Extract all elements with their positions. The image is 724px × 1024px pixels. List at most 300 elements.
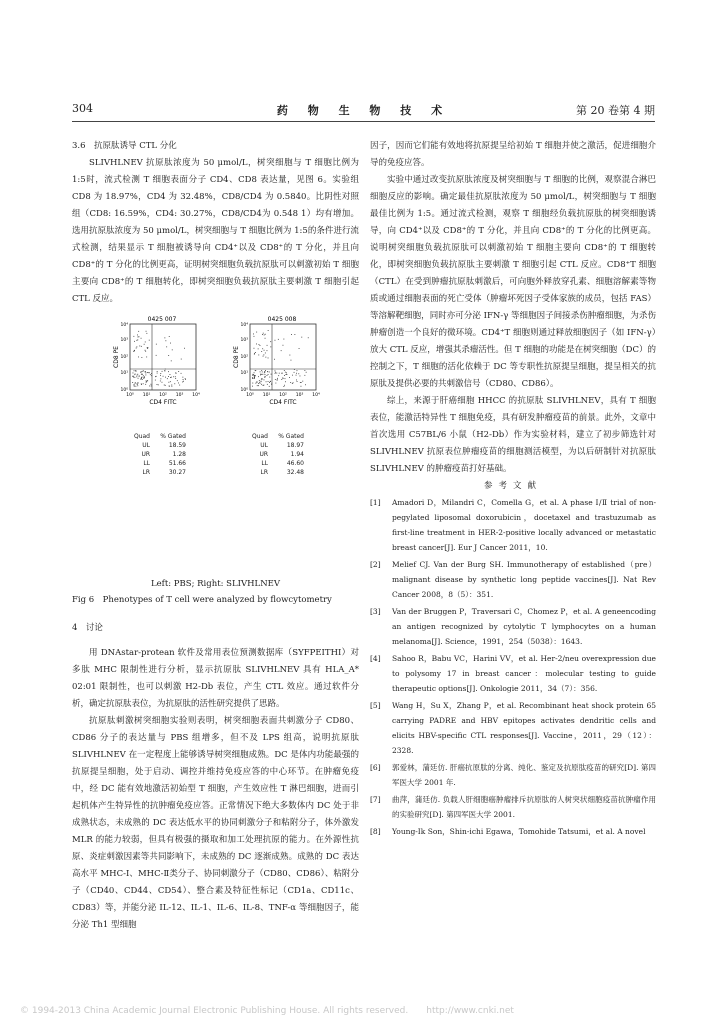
event-dot [269,382,270,383]
event-dot [259,380,260,381]
event-dot [170,374,171,375]
reference-text: Van der Bruggen P，Traversari C，Chomez P，et al. A geneencoding an antigen recognized by cytolytic T lymphocytes on a human melanoma[J]. Science，1991，254（5038）：1643. [392,607,656,646]
event-dot [133,373,134,374]
event-dot [292,383,293,384]
x-tick-2: 10² [159,393,167,398]
x-axis-label: CD4 FITC [269,399,297,406]
event-dot [163,376,164,377]
event-dot [165,377,166,378]
event-dot [260,375,261,376]
event-dot [292,375,293,376]
y-axis-label: CD8 PE [113,346,120,368]
event-dot [252,374,253,375]
event-dot [270,381,271,382]
gated-table-slivhlnev [238,432,304,477]
event-dot [278,375,279,376]
event-dot [175,378,176,379]
y-tick-4: 10⁴ [240,323,248,328]
flow-plot-pbs [112,314,202,406]
event-dot [271,383,272,384]
event-dot [306,372,307,373]
event-dot [133,377,134,378]
event-dot [260,383,261,384]
event-dot [298,373,299,374]
event-dot [265,374,266,375]
event-dot [142,371,143,372]
event-dot [157,371,158,372]
event-dot [136,376,137,377]
flow-plot-slivhlnev [232,314,322,406]
event-dot [146,331,147,332]
event-dot [278,339,279,340]
gated-header: % Gated [160,433,186,440]
quad-cell: UR [141,451,150,458]
figure-caption: Fig 6 Phenotypes of T cell were analyzed by flowcytometry [72,595,332,605]
event-dot [254,336,255,337]
event-dot [254,348,255,349]
event-dot [134,370,135,371]
event-dot [170,343,171,344]
event-dot [140,372,141,373]
event-dot [182,382,183,383]
x-tick-4: 10⁴ [312,393,320,398]
reference-item [370,760,656,790]
event-dot [270,346,271,347]
event-dot [261,370,262,371]
event-dot [265,334,266,335]
event-dot [281,350,282,351]
event-dot [167,378,168,379]
event-dot [263,354,264,355]
event-dot [146,380,147,381]
event-dot [286,374,287,375]
event-dot [265,338,266,339]
event-dot [259,344,260,345]
event-dot [160,375,161,376]
event-dot [260,374,261,375]
event-dot [168,355,169,356]
right-column [370,138,656,841]
event-dot [255,352,256,353]
event-dot [149,372,150,373]
event-dot [176,373,177,374]
event-dot [275,372,276,373]
quad-cell: UL [260,442,268,449]
event-dot [263,356,264,357]
event-dot [275,340,276,341]
reference-text: 曲萍，蒲廷仿. 负载人肝细胞癌肿瘤排斥抗原肽的人树突状细胞疫苗抗肿瘤作用的实验研究[D]. 第四军医大学 2001. [392,795,656,819]
event-dot [254,353,255,354]
event-dot [253,374,254,375]
event-dot [254,354,255,355]
y-tick-2: 10² [120,355,128,360]
scatter-events [132,331,186,387]
event-dot [137,335,138,336]
running-header [72,100,655,118]
event-dot [141,346,142,347]
event-dot [267,384,268,385]
reference-item [370,651,656,696]
event-dot [289,377,290,378]
event-dot [182,377,183,378]
discussion-paragraph-3: 实验中通过改变抗原肽浓度及树突细胞与 T 细胞的比例，观察混合淋巴细胞反应的影响。确定最佳抗原肽浓度为 50 μmol/L，树突细胞与 T 细胞最佳比例为 1:5。通过流式检测，观察 T 细胞经负载抗原肽的树突细胞诱导，向 CD4⁺以及 CD8⁺的 T 分化，并且向 CD8⁺的 T 分化的比例更高。说明树突细胞负载抗原肽可以刺激初始 T 细胞主要向 CD8⁺的 T 细胞转化，即树突细胞负载抗原肽主要刺激 T 细胞引起 CTL 反应。CD8⁺T 细胞（CTL）在受到肿瘤抗原肽刺激后，可向胞外释放穿孔素、细胞溶解素等物质或通过细胞表面的死亡受体（肿瘤坏死因子受体家族的成员，包括 FAS）等溶解靶细胞，同时亦可分泌 IFN-γ 等细胞因子间接杀伤肿瘤细胞，为杀伤肿瘤创造一个良好的微环境。CD4⁺T 细胞则通过释放细胞因子（如 IFN-γ）放大 CTL 反应，增强其杀瘤活性。但 T 细胞的功能是在树突细胞（DC）的控制之下，T 细胞的活化依赖于 DC 等专职性抗原提呈细胞，提呈相关的抗原肽及提供必要的共刺激信号（CD80、CD86）。 [370,175,656,389]
event-dot [266,381,267,382]
event-dot [139,336,140,337]
event-dot [279,373,280,374]
event-dot [300,382,301,383]
event-dot [139,376,140,377]
event-dot [135,370,136,371]
event-dot [301,337,302,338]
event-dot [179,385,180,386]
event-dot [169,336,170,337]
event-dot [296,375,297,376]
event-dot [137,374,138,375]
event-dot [252,377,253,378]
reference-item [370,557,656,602]
table-header-row [120,432,186,441]
reference-item [370,495,656,555]
event-dot [286,374,287,375]
event-dot [263,333,264,334]
header-rule [72,121,655,122]
event-dot [302,381,303,382]
event-dot [138,378,139,379]
event-dot [283,386,284,387]
event-dot [171,377,172,378]
event-dot [296,373,297,374]
table-header-row [238,432,304,441]
issue-label: 第 20 卷第 4 期 [576,104,655,117]
event-dot [136,348,137,349]
event-dot [262,334,263,335]
y-tick-2: 10² [240,355,248,360]
quad-cell: LL [143,460,150,467]
event-dot [285,381,286,382]
event-dot [275,379,276,380]
event-dot [284,370,285,371]
quad-header: Quad [251,433,268,440]
event-dot [252,375,253,376]
event-dot [258,355,259,356]
event-dot [137,382,138,383]
page-number: 304 [72,102,93,115]
event-dot [255,383,256,384]
event-dot [254,375,255,376]
y-tick-0: 10⁰ [120,388,128,393]
value-cell: 30.27 [168,469,186,476]
x-tick-3: 10³ [295,393,304,398]
event-dot [178,371,179,372]
event-dot [156,344,157,345]
event-dot [265,376,266,377]
event-dot [297,370,298,371]
event-dot [263,385,264,386]
event-dot [283,345,284,346]
event-dot [178,383,179,384]
event-dot [281,379,282,380]
event-dot [147,380,148,381]
event-dot [261,374,262,375]
event-dot [135,386,136,387]
event-dot [155,380,156,381]
value-cell: 46.60 [286,460,304,467]
reference-number: [7] [370,795,381,804]
event-dot [267,345,268,346]
event-dot [168,376,169,377]
event-dot [275,383,276,384]
event-dot [283,378,284,379]
event-dot [268,330,269,331]
event-dot [258,385,259,386]
table-row [120,459,186,468]
event-dot [146,381,147,382]
y-tick-0: 10⁰ [240,388,248,393]
event-dot [258,383,259,384]
event-dot [170,381,171,382]
event-dot [277,380,278,381]
event-dot [174,383,175,384]
x-tick-3: 10³ [175,393,184,398]
event-dot [136,346,137,347]
reference-number: [2] [370,560,381,569]
event-dot [145,342,146,343]
event-dot [300,376,301,377]
event-dot [133,376,134,377]
reference-text: Wang H，Su X，Zhang P，et al. Recombinant heat shock protein 65 carrying PADRE and HBV epitopes activates dendritic cells and elicits HBV-specific CTL responses[J]. Vaccine，2011，29（12）：2328. [392,701,656,755]
event-dot [261,351,262,352]
event-dot [261,381,262,382]
event-dot [269,377,270,378]
event-dot [181,359,182,360]
event-dot [147,348,148,349]
event-dot [137,385,138,386]
quad-cell: LR [260,469,268,476]
event-dot [286,372,287,373]
event-dot [252,383,253,384]
event-dot [264,379,265,380]
event-dot [283,339,284,340]
event-dot [275,370,276,371]
section-4-title: 4 讨论 [72,623,103,633]
event-dot [264,372,265,373]
event-dot [257,385,258,386]
event-dot [142,377,143,378]
event-dot [264,371,265,372]
event-dot [137,339,138,340]
event-dot [138,357,139,358]
event-dot [265,370,266,371]
section-3-6-title: 3.6 抗原肽诱导 CTL 分化 [72,141,177,151]
event-dot [258,348,259,349]
y-tick-1: 10¹ [240,371,248,376]
x-tick-4: 10⁴ [192,393,200,398]
y-tick-4: 10⁴ [120,323,128,328]
event-dot [267,375,268,376]
event-dot [270,341,271,342]
event-dot [282,373,283,374]
reference-text: Melief CJ. Van der Burg SH. Immunotherapy of established（pre）malignant disease by synthetic long peptide vaccines[J]. Nat Rev Cancer 2008，8（5）：351. [392,560,656,599]
event-dot [133,336,134,337]
x-tick-2: 10² [279,393,287,398]
event-dot [165,385,166,386]
x-tick-0: 10⁰ [246,393,254,398]
references-title: 参考文献 [483,481,542,491]
value-cell: 1.28 [172,451,186,458]
event-dot [141,371,142,372]
event-dot [164,337,165,338]
event-dot [138,337,139,338]
event-dot [255,370,256,371]
event-dot [257,382,258,383]
section-3-6-paragraph: SLIVHLNEV 抗原肽浓度为 50 μmol/L，树突细胞与 T 细胞比例为 1:5时，流式检测 T 细胞表面分子 CD4、CD8 表达量，见图 6。实验组 CD8 为 18.97%，CD4 为 32.48%，CD8/CD4 为 0.5840。比阴性对照组（CD8: 16.59%，CD4: 30.27%，CD8/CD4为 0.548 1）均有增加。选用抗原肽浓度为 50 μmol/L，树突细胞与 T 细胞比例为 1:5的条件进行流式检测，结果显示 T 细胞被诱导向 CD4⁺以及 CD8⁺的 T 分化，并且向 CD8⁺的 T 分化的比例更高，证明树突细胞负载抗原肽可以刺激初始 T 细胞主要向 CD8⁺的 T 细胞转化，即树突细胞负载抗原肽主要刺激 T 细胞引起 CTL 反应。 [72,158,359,304]
table-row [238,450,304,459]
event-dot [294,369,295,370]
event-dot [144,344,145,345]
reference-item [370,698,656,758]
event-dot [143,370,144,371]
event-dot [185,378,186,379]
event-dot [156,355,157,356]
event-dot [135,374,136,375]
event-dot [134,386,135,387]
reference-list [370,495,656,839]
left-column [72,138,359,934]
plot-id-label: 0425 007 [147,316,177,323]
event-dot [299,348,300,349]
event-dot [136,340,137,341]
event-dot [183,381,184,382]
event-dot [149,386,150,387]
event-dot [157,384,158,385]
event-dot [276,373,277,374]
value-cell: 18.59 [168,442,186,449]
event-dot [289,355,290,356]
event-dot [134,350,135,351]
event-dot [165,369,166,370]
event-dot [260,345,261,346]
event-dot [142,379,143,380]
event-dot [146,333,147,334]
event-dot [155,376,156,377]
x-tick-1: 10¹ [142,393,151,398]
event-dot [135,383,136,384]
event-dot [258,376,259,377]
event-dot [172,349,173,350]
event-dot [263,385,264,386]
reference-number: [6] [370,763,381,772]
event-dot [151,386,152,387]
event-dot [297,381,298,382]
quad-cell: LL [261,460,268,467]
discussion-paragraph-1: 用 DNAstar-protean 软件及常用表位预测数据库（SYFPEITHI）对多肽 MHC 限制性进行分析，显示抗原肽 SLIVHLNEV 具有 HLA_A* 02:01 限制性，也可以刺激 H2-Db 表位，产生 CTL 效应。通过软件分析，确定抗原肽表位，为抗原肽的活性研究提供了思路。 [72,648,359,709]
conclusion-paragraph: 综上，来源于肝癌细胞 HHCC 的抗原肽 SLIVHLNEV，具有 T 细胞表位，能激活特异性 T 细胞免疫，具有研发肿瘤疫苗的前景。此外，文章中首次选用 C57BL/6 小鼠（H2-Db）作为实验材料，建立了初步筛选针对 SLIVHLNEV 抗原表位肿瘤疫苗的细胞测活模型，为以后研制针对抗原肽 SLIVHLNEV 的肿瘤疫苗打好基础。 [370,396,656,474]
event-dot [254,372,255,373]
event-dot [261,379,262,380]
event-dot [133,351,134,352]
event-dot [145,371,146,372]
event-dot [291,334,292,335]
event-dot [285,378,286,379]
y-tick-3: 10³ [120,338,128,343]
event-dot [184,348,185,349]
event-dot [143,375,144,376]
event-dot [261,384,262,385]
scatter-events [252,330,309,387]
event-dot [171,360,172,361]
event-dot [141,338,142,339]
event-dot [262,372,263,373]
event-dot [304,375,305,376]
x-tick-0: 10⁰ [126,393,134,398]
copyright-footer: © 1994-2013 China Academic Journal Electronic Publishing House. All rights reserved. http://www.cnki.net [20,1006,514,1016]
event-dot [308,337,309,338]
event-dot [137,383,138,384]
event-dot [146,357,147,358]
event-dot [145,384,146,385]
reference-item [370,792,656,822]
reference-text: Young-Ik Son，Shin-ichi Egawa，Tomohide Tatsumi，et al. A novel [392,827,646,836]
reference-number: [8] [370,827,381,836]
event-dot [268,374,269,375]
event-dot [277,378,278,379]
event-dot [181,373,182,374]
quad-cell: UL [142,442,150,449]
event-dot [171,386,172,387]
event-dot [151,375,152,376]
reference-text: Sahoo R，Babu VC，Harini VV，et al. Her-2/neu overexpression due to polysomy 17 in breast cancer：molecular testing to guide therapeutic options[J]. Onkologie 2011，34（7）：356. [392,654,656,693]
table-row [120,468,186,477]
plot-id-label: 0425 008 [267,316,297,323]
y-axis-label: CD8 PE [233,346,240,368]
event-dot [138,331,139,332]
event-dot [160,373,161,374]
event-dot [168,382,169,383]
gated-header: % Gated [278,433,304,440]
event-dot [177,380,178,381]
event-dot [132,376,133,377]
event-dot [165,340,166,341]
y-tick-3: 10³ [240,338,248,343]
reference-number: [3] [370,607,381,616]
value-cell: 18.97 [286,442,304,449]
table-row [238,468,304,477]
event-dot [141,384,142,385]
event-dot [171,385,172,386]
reference-text: Amadori D，Milandri C，Comella G，et al. A phase Ⅰ/Ⅱ trial of non-pegylated liposomal doxorubicin，docetaxel and trastuzumab as first-line treatment in HER-2-positive locally advanced or metastatic breast cancer[J]. Eur J Cancer 2011，10. [392,498,656,552]
event-dot [157,373,158,374]
event-dot [253,334,254,335]
x-axis-label: CD4 FITC [149,399,177,406]
table-row [120,450,186,459]
event-dot [134,377,135,378]
event-dot [301,386,302,387]
event-dot [252,386,253,387]
event-dot [160,378,161,379]
event-dot [262,374,263,375]
event-dot [169,386,170,387]
event-dot [265,357,266,358]
x-tick-1: 10¹ [262,393,271,398]
event-dot [162,382,163,383]
event-dot [301,382,302,383]
event-dot [175,376,176,377]
quad-cell: UR [259,451,268,458]
event-dot [145,351,146,352]
event-dot [271,374,272,375]
event-dot [151,384,152,385]
event-dot [305,384,306,385]
